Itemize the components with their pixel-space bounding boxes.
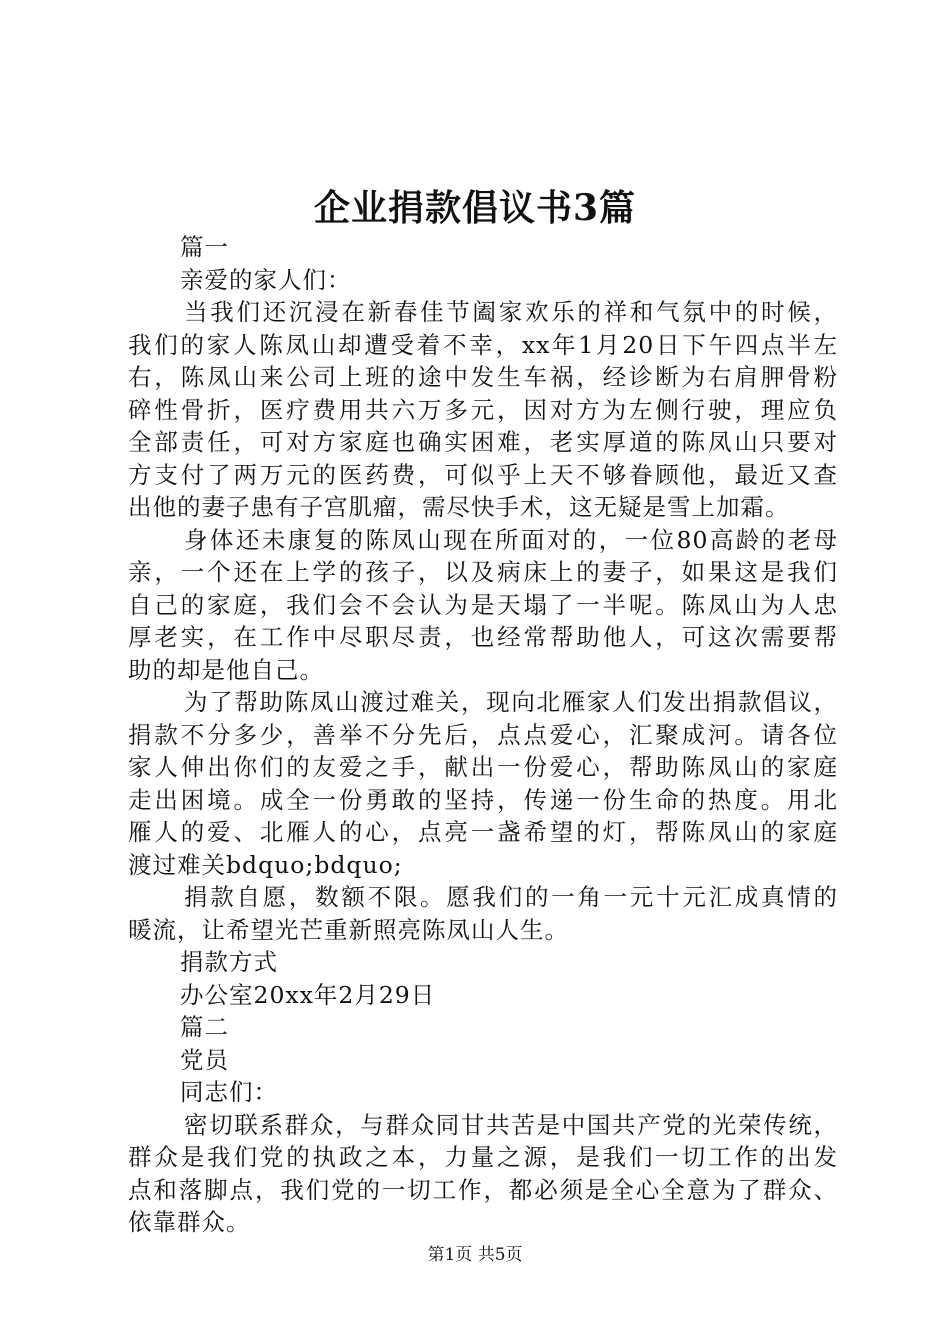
page-indicator: 第1页 共5页 <box>427 1245 523 1265</box>
paragraph-line: 捐款自愿，数额不限。愿我们的一角一元十元汇成真情的 <box>184 883 838 911</box>
addressee-party-member: 党员 <box>180 1045 229 1074</box>
paragraph-line: 全部责任，可对方家庭也确实困难，老实厚道的陈凤山只要对 <box>128 428 838 456</box>
paragraph-line: 为了帮助陈凤山渡过难关，现向北雁家人们发出捐款倡议， <box>184 688 838 716</box>
paragraph-line: 捐款不分多少，善举不分先后，点点爱心，汇聚成河。请各位 <box>128 720 838 749</box>
paragraph-line: 点和落脚点，我们党的一切工作，都必须是全心全意为了群众、 <box>128 1175 838 1204</box>
paragraph-line: 走出困境。成全一份勇敢的坚持，传递一份生命的热度。用北 <box>128 785 838 814</box>
paragraph-line: 我们的家人陈凤山却遭受着不幸，xx年1月20日下午四点半左 <box>128 330 838 359</box>
paragraph-line: 厚老实，在工作中尽职尽责，也经常帮助他人，可这次需要帮 <box>128 623 838 651</box>
paragraph-line: 碎性骨折，医疗费用共六万多元，因对方为左侧行驶，理应负 <box>128 395 838 424</box>
document-title: 企业捐款倡议书3篇 <box>313 187 637 229</box>
paragraph-line: 家人伸出你们的友爱之手，献出一份爱心，帮助陈凤山的家庭 <box>128 753 838 781</box>
paragraph-line: 方支付了两万元的医药费，可似乎上天不够眷顾他，最近又查 <box>128 460 838 489</box>
donation-method: 捐款方式 <box>180 948 278 976</box>
salutation-1: 亲爱的家人们： <box>180 265 352 294</box>
section-heading-1: 篇一 <box>180 233 229 261</box>
paragraph-line: 出他的妻子患有子宫肌瘤，需尽快手术，这无疑是雪上加霜。 <box>128 493 790 521</box>
paragraph-line: 雁人的爱、北雁人的心，点亮一盏希望的灯，帮陈凤山的家庭 <box>128 818 838 846</box>
document-body <box>128 231 838 1239</box>
paragraph-line: 依靠群众。 <box>128 1208 251 1236</box>
salutation-2: 同志们： <box>180 1078 278 1106</box>
paragraph-line: 右，陈凤山来公司上班的途中发生车祸，经诊断为右肩胛骨粉 <box>128 363 838 391</box>
paragraph-line: 助的却是他自己。 <box>128 655 324 684</box>
paragraph-line: 渡过难关bdquo;bdquo; <box>128 850 403 879</box>
paragraph-line: 密切联系群众，与群众同甘共苦是中国共产党的光荣传统， <box>184 1110 838 1139</box>
paragraph-line: 亲，一个还在上学的孩子，以及病床上的妻子，如果这是我们 <box>128 558 838 586</box>
paragraph-line: 自己的家庭，我们会不会认为是天塌了一半呢。陈凤山为人忠 <box>128 590 838 619</box>
paragraph-line: 身体还未康复的陈凤山现在所面对的，一位80高龄的老母 <box>184 525 838 554</box>
signature-date: 办公室20xx年2月29日 <box>180 980 436 1009</box>
section-heading-2: 篇二 <box>180 1013 229 1041</box>
paragraph-line: 暖流，让希望光芒重新照亮陈凤山人生。 <box>128 915 569 944</box>
paragraph-line: 当我们还沉浸在新春佳节阖家欢乐的祥和气氛中的时候， <box>184 298 838 326</box>
paragraph-line: 群众是我们党的执政之本，力量之源，是我们一切工作的出发 <box>128 1143 838 1171</box>
